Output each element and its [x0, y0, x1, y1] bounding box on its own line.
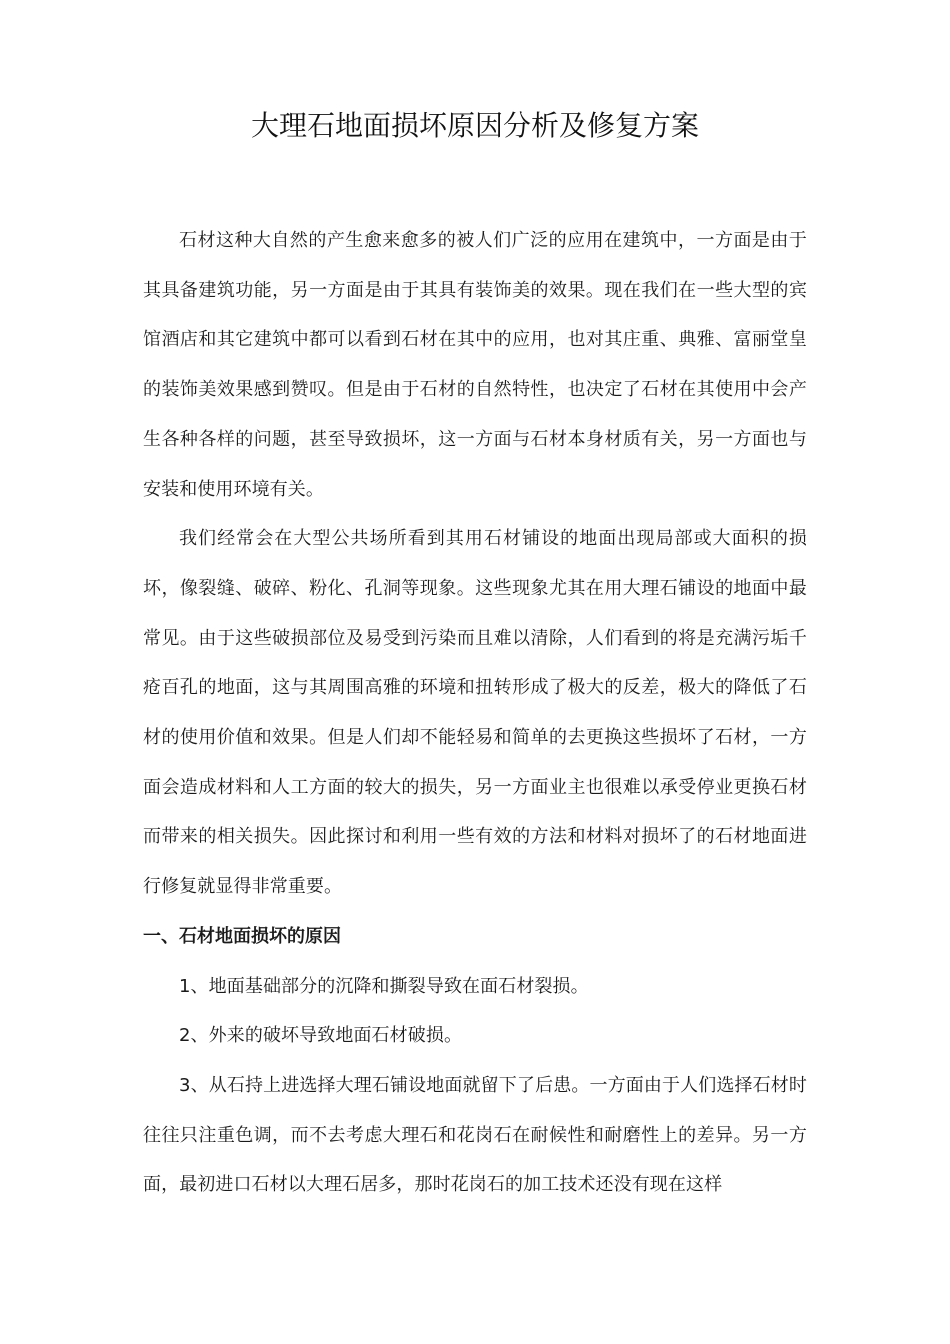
paragraph-damage-overview: 我们经常会在大型公共场所看到其用石材铺设的地面出现局部或大面积的损坏，像裂缝、破碎、粉化、孔洞等现象。这些现象尤其在用大理石铺设的地面中最常见。由于这些破损部位及易受到污染而且难以清除，人们看到的将是充满污垢千疮百孔的地面，这与其周围高雅的环境和扭转形成了极大的反差，极大的降低了石材的使用价值和效果。但是人们却不能轻易和简单的去更换这些损坏了石材，一方面会造成材料和人工方面的较大的损失，另一方面业主也很难以承受停业更换石材而带来的相关损失。因此探讨和利用一些有效的方法和材料对损坏了的石材地面进行修复就显得非常重要。	[143, 528, 807, 898]
list-item-cause-3: 3、从石持上进选择大理石铺设地面就留下了后患。一方面由于人们选择石材时往往只注重色调，而不去考虑大理石和花岗石在耐候性和耐磨性上的差异。另一方面，最初进口石材以大理石居多，那时花岗石的加工技术还没有现在这样	[143, 1074, 807, 1196]
section-heading-causes: 一、石材地面损坏的原因	[143, 925, 341, 947]
list-item-cause-2: 2、外来的破坏导致地面石材破损。	[179, 1025, 463, 1047]
document-body	[143, 216, 807, 1210]
list-item-cause-1: 1、地面基础部分的沉降和撕裂导致在面石材裂损。	[179, 975, 589, 997]
paragraph-intro: 石材这种大自然的产生愈来愈多的被人们广泛的应用在建筑中，一方面是由于其具备建筑功能，另一方面是由于其具有装饰美的效果。现在我们在一些大型的宾馆酒店和其它建筑中都可以看到石材在其中的应用，也对其庄重、典雅、富丽堂皇的装饰美效果感到赞叹。但是由于石材的自然特性，也决定了石材在其使用中会产生各种各样的问题，甚至导致损坏，这一方面与石材本身材质有关，另一方面也与安装和使用环境有关。	[143, 230, 807, 500]
document-title: 大理石地面损坏原因分析及修复方案	[250, 109, 699, 142]
